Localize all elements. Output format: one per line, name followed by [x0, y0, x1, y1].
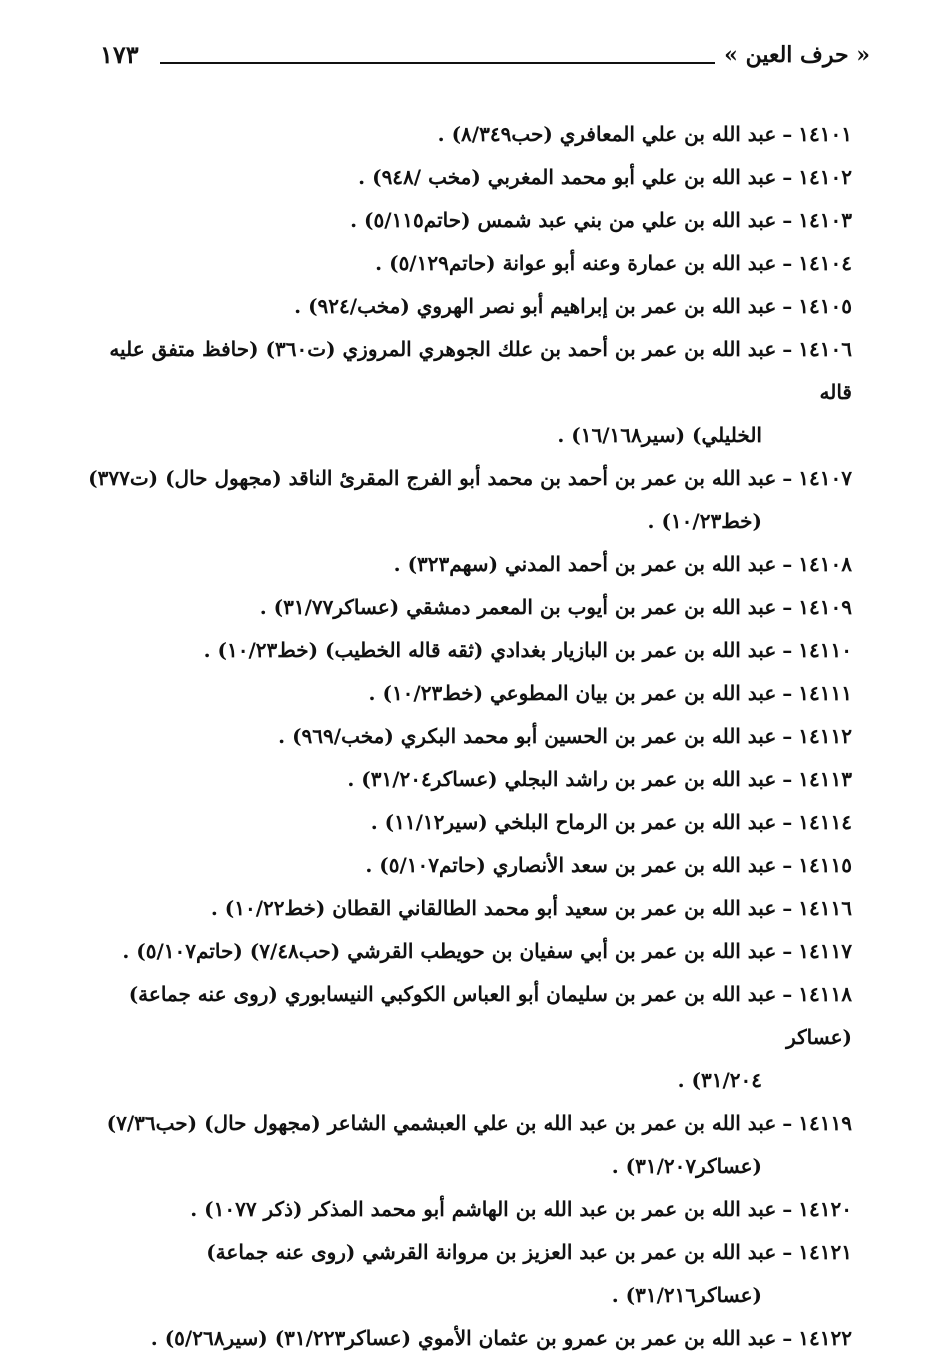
- entry-text: عبد الله بن عمارة وعنه أبو عوانة (حاتم٥/١٢٩) .: [375, 251, 777, 275]
- entry-continuation: الخليلي) (سير١٦/١٦٨) .: [557, 423, 762, 447]
- entry-dash: –: [782, 896, 793, 920]
- entry-item: [77, 328, 852, 457]
- entry-item: [77, 715, 852, 758]
- entry-continuation: (عساكر٣١/٢٠٧) .: [611, 1154, 762, 1178]
- entry-dash: –: [782, 1326, 793, 1350]
- entry-item: [77, 973, 852, 1102]
- entry-dash: –: [782, 165, 793, 189]
- entry-dash: –: [782, 208, 793, 232]
- entry-dash: –: [782, 1111, 793, 1135]
- entry-dash: –: [782, 122, 793, 146]
- entry-item: [77, 758, 852, 801]
- entry-text: عبد الله بن عمر بن أيوب بن المعمر دمشقي (عساكر٣١/٧٧) .: [259, 595, 777, 619]
- entry-item: [77, 629, 852, 672]
- entry-text: عبد الله بن عمر بن سليمان أبو العباس الكوكبي النيسابوري (روى عنه جماعة) (عساكر: [128, 982, 852, 1049]
- entry-text: عبد الله بن عمر بن الحسين أبو محمد البكري (مخب/٩٦٩) .: [278, 724, 777, 748]
- entry-number: ١٤١١٦: [798, 896, 852, 920]
- entry-text: عبد الله بن عمر بن الرماح البلخي (سير١١/١٢) .: [370, 810, 777, 834]
- entry-dash: –: [782, 595, 793, 619]
- entry-text: عبد الله بن علي أبو محمد المغربي (مخب /٩٤٨) .: [358, 165, 777, 189]
- entry-number: ١٤١٠١: [798, 122, 852, 146]
- entry-number: ١٤١٠٥: [798, 294, 852, 318]
- entry-text: عبد الله بن علي من بني عبد شمس (حاتم٥/١١٥) .: [350, 208, 777, 232]
- entry-text: عبد الله بن عمر بن عمرو بن عثمان الأموي (عساكر٣١/٢٢٣) (سير٥/٢٦٨) .: [150, 1326, 777, 1350]
- entry-dash: –: [782, 724, 793, 748]
- entry-item: [77, 1317, 852, 1360]
- entry-item: [77, 930, 852, 973]
- page-header: [100, 40, 870, 80]
- entry-text: عبد الله بن عمر بن أبي سفيان بن حويطب القرشي (حب٧/٤٨) (حاتم٥/١٠٧) .: [122, 939, 777, 963]
- header-rule: [160, 62, 715, 64]
- entry-number: ١٤١١٥: [798, 853, 852, 877]
- entry-number: ١٤١١٨: [798, 982, 852, 1006]
- entry-dash: –: [782, 1197, 793, 1221]
- entry-dash: –: [782, 251, 793, 275]
- entry-text: عبد الله بن عمر بن عبد الله بن الهاشم أبو محمد المذكر (ذكر ١٠٧٧) .: [190, 1197, 777, 1221]
- entry-text: عبد الله بن عمر بن عبد الله بن علي العبشمي الشاعر (مجهول حال) (حب٧/٣٦): [106, 1111, 777, 1135]
- entry-text: عبد الله بن عمر بن سعد الأنصاري (حاتم٥/١٠٧) .: [365, 853, 777, 877]
- entry-item: [77, 156, 852, 199]
- entry-number: ١٤١١٧: [798, 939, 852, 963]
- entry-text: عبد الله بن علي المعافري (حب٨/٣٤٩) .: [437, 122, 777, 146]
- entry-number: ١٤١٠٢: [798, 165, 852, 189]
- entry-item: [77, 586, 852, 629]
- entry-dash: –: [782, 982, 793, 1006]
- entry-dash: –: [782, 466, 793, 490]
- entry-item: [77, 242, 852, 285]
- entry-item: [77, 1231, 852, 1317]
- entry-text: عبد الله بن عمر بن عبد العزيز بن مروانة القرشي (روى عنه جماعة): [206, 1240, 777, 1264]
- entry-number: ١٤١٢٢: [798, 1326, 852, 1350]
- entry-number: ١٤١٠٩: [798, 595, 852, 619]
- entry-item: [77, 1188, 852, 1231]
- entry-number: ١٤١١٩: [798, 1111, 852, 1135]
- entry-dash: –: [782, 638, 793, 662]
- entry-number: ١٤١١٣: [798, 767, 852, 791]
- entry-item: [77, 887, 852, 930]
- entry-list: [77, 113, 852, 1360]
- entry-number: ١٤١١٤: [798, 810, 852, 834]
- entry-item: [77, 543, 852, 586]
- entry-number: ١٤١٠٦: [798, 337, 852, 361]
- entry-number: ١٤١٢٠: [798, 1197, 852, 1221]
- entry-dash: –: [782, 337, 793, 361]
- entry-item: [77, 844, 852, 887]
- entry-text: عبد الله بن عمر بن أحمد المدني (سهم٣٢٣) .: [393, 552, 777, 576]
- entry-number: ١٤١٠٤: [798, 251, 852, 275]
- entry-dash: –: [782, 853, 793, 877]
- running-head: « حرف العين »: [724, 42, 870, 68]
- entry-item: [77, 199, 852, 242]
- entry-number: ١٤١٢١: [798, 1240, 852, 1264]
- entry-continuation: (خط١٠/٢٣) .: [647, 509, 762, 533]
- entry-dash: –: [782, 294, 793, 318]
- entry-number: ١٤١١٢: [798, 724, 852, 748]
- entry-dash: –: [782, 810, 793, 834]
- entry-number: ١٤١١٠: [798, 638, 852, 662]
- entry-dash: –: [782, 767, 793, 791]
- entry-number: ١٤١٠٧: [798, 466, 852, 490]
- entry-item: [77, 113, 852, 156]
- entry-number: ١٤١٠٣: [798, 208, 852, 232]
- entry-item: [77, 285, 852, 328]
- entry-text: عبد الله بن عمر بن إبراهيم أبو نصر الهروي (مخب/٩٢٤) .: [294, 294, 777, 318]
- entry-text: عبد الله بن عمر بن راشد البجلي (عساكر٣١/٢٠٤) .: [347, 767, 777, 791]
- entry-text: عبد الله بن عمر بن أحمد بن علك الجوهري المروزي (ت٣٦٠) (حافظ متفق عليه قاله: [109, 337, 852, 404]
- entry-item: [77, 672, 852, 715]
- entry-item: [77, 1102, 852, 1188]
- entry-dash: –: [782, 1240, 793, 1264]
- entry-dash: –: [782, 681, 793, 705]
- page-number: ١٧٣: [100, 40, 139, 69]
- entry-dash: –: [782, 939, 793, 963]
- entry-text: عبد الله بن عمر بن أحمد بن محمد أبو الفرج المقرئ الناقد (مجهول حال) (ت٣٧٧): [88, 466, 777, 490]
- entry-item: [77, 457, 852, 543]
- entry-text: عبد الله بن عمر بن البازيار بغدادي (ثقه قاله الخطيب) (خط١٠/٢٣) .: [203, 638, 777, 662]
- entry-number: ١٤١١١: [798, 681, 852, 705]
- entry-text: عبد الله بن عمر بن سعيد أبو محمد الطالقاني القطان (خط١٠/٢٢) .: [210, 896, 777, 920]
- entry-text: عبد الله بن عمر بن بيان المطوعي (خط١٠/٢٣) .: [368, 681, 777, 705]
- entry-continuation: (عساكر٣١/٢١٦) .: [611, 1283, 762, 1307]
- entry-number: ١٤١٠٨: [798, 552, 852, 576]
- entry-dash: –: [782, 552, 793, 576]
- entry-continuation: ٣١/٢٠٤) .: [677, 1068, 762, 1092]
- entry-item: [77, 801, 852, 844]
